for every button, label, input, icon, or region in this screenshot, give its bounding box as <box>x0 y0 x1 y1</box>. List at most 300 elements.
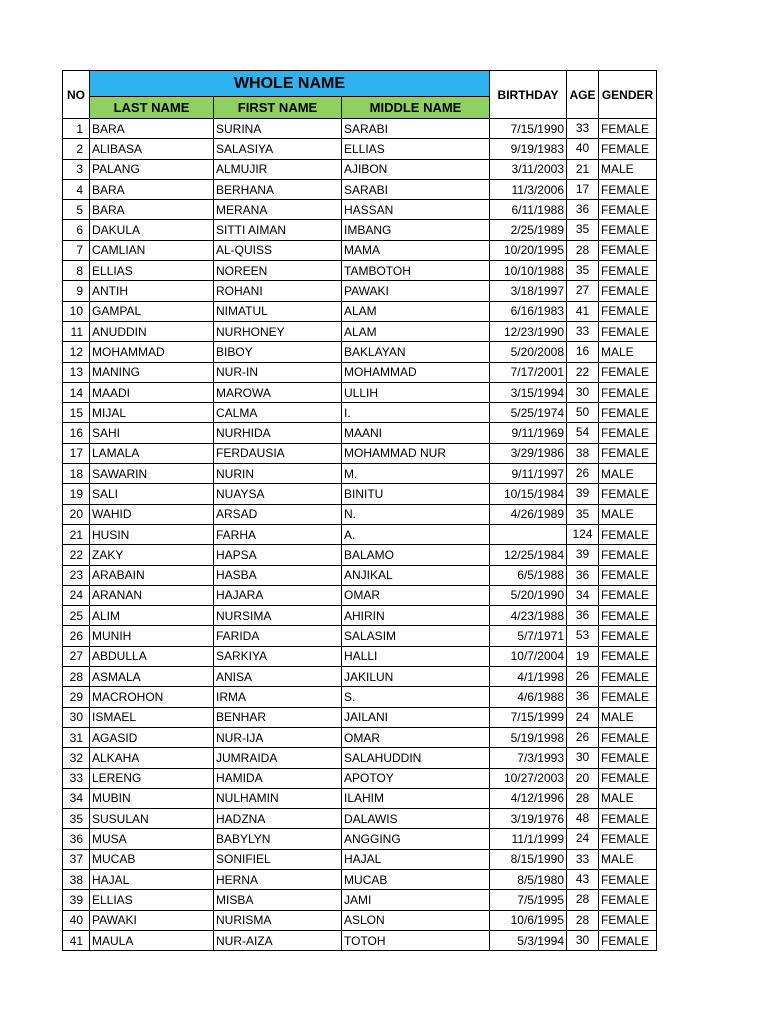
cell-first-name: NURISMA <box>214 910 342 930</box>
cell-middle-name: S. <box>342 687 490 707</box>
cell-middle-name: ELLIAS <box>342 139 490 159</box>
cell-no: 39 <box>63 890 90 910</box>
cell-birthday: 10/20/1995 <box>490 240 567 260</box>
cell-first-name: SITTI AIMAN <box>214 220 342 240</box>
cell-age: 54 <box>567 423 599 443</box>
cell-last-name: WAHID <box>90 504 214 524</box>
cell-middle-name: SALASIM <box>342 626 490 646</box>
cell-gender: FEMALE <box>599 910 657 930</box>
cell-birthday: 3/15/1994 <box>490 382 567 402</box>
cell-no: 23 <box>63 565 90 585</box>
cell-first-name: NURHIDA <box>214 423 342 443</box>
cell-no: 41 <box>63 930 90 950</box>
cell-birthday: 10/15/1984 <box>490 484 567 504</box>
cell-birthday: 7/17/2001 <box>490 362 567 382</box>
cell-age: 24 <box>567 707 599 727</box>
cell-age: 30 <box>567 382 599 402</box>
cell-no: 21 <box>63 524 90 544</box>
cell-gender: FEMALE <box>599 687 657 707</box>
cell-gender: FEMALE <box>599 139 657 159</box>
cell-middle-name: MOHAMMAD <box>342 362 490 382</box>
cell-no: 32 <box>63 748 90 768</box>
cell-gender: FEMALE <box>599 768 657 788</box>
cell-age: 35 <box>567 261 599 281</box>
cell-gender: FEMALE <box>599 240 657 260</box>
cell-no: 16 <box>63 423 90 443</box>
cell-last-name: AGASID <box>90 727 214 747</box>
cell-middle-name: MUCAB <box>342 869 490 889</box>
cell-no: 18 <box>63 464 90 484</box>
table-row <box>63 179 657 199</box>
cell-last-name: ASMALA <box>90 667 214 687</box>
cell-birthday: 6/5/1988 <box>490 565 567 585</box>
header-birthday: BIRTHDAY <box>490 71 567 119</box>
cell-gender: FEMALE <box>599 443 657 463</box>
cell-age: 19 <box>567 646 599 666</box>
cell-age: 35 <box>567 504 599 524</box>
cell-age: 36 <box>567 606 599 626</box>
cell-birthday: 5/25/1974 <box>490 403 567 423</box>
table-row <box>63 139 657 159</box>
cell-gender: FEMALE <box>599 382 657 402</box>
cell-last-name: DAKULA <box>90 220 214 240</box>
cell-first-name: HAMIDA <box>214 768 342 788</box>
cell-gender: FEMALE <box>599 403 657 423</box>
cell-last-name: ELLIAS <box>90 890 214 910</box>
cell-first-name: MERANA <box>214 200 342 220</box>
cell-gender: FEMALE <box>599 606 657 626</box>
cell-last-name: SUSULAN <box>90 809 214 829</box>
table-row <box>63 687 657 707</box>
cell-first-name: MAROWA <box>214 382 342 402</box>
cell-gender: FEMALE <box>599 119 657 139</box>
cell-birthday: 5/20/1990 <box>490 585 567 605</box>
cell-first-name: BABYLYN <box>214 829 342 849</box>
cell-middle-name: MOHAMMAD NUR <box>342 443 490 463</box>
cell-middle-name: SARABI <box>342 119 490 139</box>
cell-no: 40 <box>63 910 90 930</box>
cell-last-name: SAHI <box>90 423 214 443</box>
cell-gender: FEMALE <box>599 646 657 666</box>
cell-age: 48 <box>567 809 599 829</box>
cell-middle-name: TAMBOTOH <box>342 261 490 281</box>
cell-gender: FEMALE <box>599 545 657 565</box>
table-row <box>63 727 657 747</box>
cell-age: 30 <box>567 748 599 768</box>
cell-last-name: ZAKY <box>90 545 214 565</box>
cell-birthday: 9/11/1997 <box>490 464 567 484</box>
cell-first-name: SARKIYA <box>214 646 342 666</box>
table-body <box>63 119 657 951</box>
cell-first-name: NUAYSA <box>214 484 342 504</box>
cell-birthday: 9/11/1969 <box>490 423 567 443</box>
cell-last-name: SALI <box>90 484 214 504</box>
cell-age: 53 <box>567 626 599 646</box>
cell-no: 1 <box>63 119 90 139</box>
cell-first-name: BENHAR <box>214 707 342 727</box>
cell-no: 31 <box>63 727 90 747</box>
cell-age: 24 <box>567 829 599 849</box>
cell-last-name: ANUDDIN <box>90 321 214 341</box>
cell-first-name: MISBA <box>214 890 342 910</box>
cell-gender: FEMALE <box>599 362 657 382</box>
cell-last-name: ALKAHA <box>90 748 214 768</box>
table-row <box>63 200 657 220</box>
cell-no: 24 <box>63 585 90 605</box>
cell-first-name: SURINA <box>214 119 342 139</box>
table-row <box>63 382 657 402</box>
table-row <box>63 261 657 281</box>
cell-no: 14 <box>63 382 90 402</box>
cell-no: 7 <box>63 240 90 260</box>
cell-last-name: ANTIH <box>90 281 214 301</box>
table-row <box>63 606 657 626</box>
cell-last-name: BARA <box>90 200 214 220</box>
cell-birthday: 10/6/1995 <box>490 910 567 930</box>
cell-birthday: 4/1/1998 <box>490 667 567 687</box>
cell-last-name: MUSA <box>90 829 214 849</box>
cell-middle-name: AHIRIN <box>342 606 490 626</box>
header-age: AGE <box>567 71 599 119</box>
cell-gender: FEMALE <box>599 829 657 849</box>
cell-birthday: 10/7/2004 <box>490 646 567 666</box>
cell-no: 5 <box>63 200 90 220</box>
table-row <box>63 707 657 727</box>
cell-birthday: 10/27/2003 <box>490 768 567 788</box>
cell-gender: FEMALE <box>599 261 657 281</box>
records-table <box>62 70 657 951</box>
table-row <box>63 829 657 849</box>
cell-first-name: HADZNA <box>214 809 342 829</box>
cell-no: 9 <box>63 281 90 301</box>
cell-age: 26 <box>567 667 599 687</box>
table-row <box>63 240 657 260</box>
table-row <box>63 585 657 605</box>
cell-age: 28 <box>567 910 599 930</box>
cell-gender: MALE <box>599 464 657 484</box>
cell-age: 16 <box>567 342 599 362</box>
cell-first-name: AL-QUISS <box>214 240 342 260</box>
cell-last-name: ELLIAS <box>90 261 214 281</box>
cell-age: 34 <box>567 585 599 605</box>
cell-age: 28 <box>567 890 599 910</box>
cell-birthday: 9/19/1983 <box>490 139 567 159</box>
cell-no: 6 <box>63 220 90 240</box>
cell-first-name: NUR-IN <box>214 362 342 382</box>
cell-gender: FEMALE <box>599 200 657 220</box>
cell-no: 8 <box>63 261 90 281</box>
cell-last-name: BARA <box>90 179 214 199</box>
cell-birthday: 8/15/1990 <box>490 849 567 869</box>
table-row <box>63 159 657 179</box>
cell-middle-name: AJIBON <box>342 159 490 179</box>
cell-middle-name: SARABI <box>342 179 490 199</box>
cell-birthday: 5/20/2008 <box>490 342 567 362</box>
cell-age: 39 <box>567 484 599 504</box>
cell-middle-name: SALAHUDDIN <box>342 748 490 768</box>
cell-first-name: ALMUJIR <box>214 159 342 179</box>
cell-age: 33 <box>567 321 599 341</box>
table-row <box>63 220 657 240</box>
header-first-name: FIRST NAME <box>214 97 342 119</box>
cell-first-name: HAPSA <box>214 545 342 565</box>
cell-last-name: MUBIN <box>90 788 214 808</box>
cell-middle-name: BAKLAYAN <box>342 342 490 362</box>
cell-last-name: BARA <box>90 119 214 139</box>
cell-middle-name: M. <box>342 464 490 484</box>
cell-middle-name: JAMI <box>342 890 490 910</box>
cell-birthday <box>490 524 567 544</box>
cell-birthday: 2/25/1989 <box>490 220 567 240</box>
cell-gender: FEMALE <box>599 281 657 301</box>
cell-first-name: FARHA <box>214 524 342 544</box>
table-row <box>63 403 657 423</box>
cell-gender: FEMALE <box>599 524 657 544</box>
cell-first-name: NURIN <box>214 464 342 484</box>
table-row <box>63 362 657 382</box>
cell-age: 39 <box>567 545 599 565</box>
table-row <box>63 910 657 930</box>
cell-gender: FEMALE <box>599 585 657 605</box>
cell-gender: FEMALE <box>599 667 657 687</box>
table-row <box>63 342 657 362</box>
cell-gender: FEMALE <box>599 869 657 889</box>
cell-age: 28 <box>567 788 599 808</box>
cell-gender: FEMALE <box>599 890 657 910</box>
table-row <box>63 930 657 950</box>
cell-middle-name: HASSAN <box>342 200 490 220</box>
table-row <box>63 504 657 524</box>
header-gender: GENDER <box>599 71 657 119</box>
cell-first-name: ARSAD <box>214 504 342 524</box>
cell-first-name: FERDAUSIA <box>214 443 342 463</box>
table-row <box>63 565 657 585</box>
cell-middle-name: MAANI <box>342 423 490 443</box>
cell-first-name: BIBOY <box>214 342 342 362</box>
cell-age: 21 <box>567 159 599 179</box>
cell-birthday: 5/19/1998 <box>490 727 567 747</box>
cell-first-name: ROHANI <box>214 281 342 301</box>
cell-age: 36 <box>567 565 599 585</box>
cell-no: 19 <box>63 484 90 504</box>
cell-no: 38 <box>63 869 90 889</box>
cell-middle-name: ANJIKAL <box>342 565 490 585</box>
cell-last-name: ABDULLA <box>90 646 214 666</box>
cell-gender: FEMALE <box>599 626 657 646</box>
table-row <box>63 869 657 889</box>
cell-gender: MALE <box>599 159 657 179</box>
cell-birthday: 3/11/2003 <box>490 159 567 179</box>
table-row <box>63 464 657 484</box>
cell-birthday: 4/23/1988 <box>490 606 567 626</box>
cell-last-name: PAWAKI <box>90 910 214 930</box>
cell-age: 41 <box>567 301 599 321</box>
cell-no: 36 <box>63 829 90 849</box>
cell-first-name: NURSIMA <box>214 606 342 626</box>
cell-last-name: MAADI <box>90 382 214 402</box>
cell-first-name: NURHONEY <box>214 321 342 341</box>
cell-first-name: NIMATUL <box>214 301 342 321</box>
cell-birthday: 4/12/1996 <box>490 788 567 808</box>
cell-middle-name: HALLI <box>342 646 490 666</box>
table-row <box>63 321 657 341</box>
cell-middle-name: I. <box>342 403 490 423</box>
cell-age: 43 <box>567 869 599 889</box>
cell-first-name: NULHAMIN <box>214 788 342 808</box>
cell-age: 20 <box>567 768 599 788</box>
header-middle-name: MIDDLE NAME <box>342 97 490 119</box>
cell-gender: FEMALE <box>599 321 657 341</box>
table-row <box>63 281 657 301</box>
cell-age: 36 <box>567 200 599 220</box>
cell-gender: MALE <box>599 849 657 869</box>
cell-gender: MALE <box>599 707 657 727</box>
cell-last-name: MOHAMMAD <box>90 342 214 362</box>
table-row <box>63 545 657 565</box>
cell-gender: MALE <box>599 504 657 524</box>
cell-middle-name: DALAWIS <box>342 809 490 829</box>
cell-first-name: FARIDA <box>214 626 342 646</box>
cell-last-name: ISMAEL <box>90 707 214 727</box>
cell-middle-name: PAWAKI <box>342 281 490 301</box>
cell-no: 10 <box>63 301 90 321</box>
cell-first-name: NUR-AIZA <box>214 930 342 950</box>
cell-middle-name: ANGGING <box>342 829 490 849</box>
cell-last-name: HUSIN <box>90 524 214 544</box>
cell-gender: FEMALE <box>599 484 657 504</box>
cell-first-name: HASBA <box>214 565 342 585</box>
cell-last-name: MANING <box>90 362 214 382</box>
cell-birthday: 12/25/1984 <box>490 545 567 565</box>
cell-no: 27 <box>63 646 90 666</box>
cell-first-name: HERNA <box>214 869 342 889</box>
cell-gender: FEMALE <box>599 727 657 747</box>
cell-birthday: 12/23/1990 <box>490 321 567 341</box>
table-row <box>63 849 657 869</box>
cell-birthday: 11/1/1999 <box>490 829 567 849</box>
cell-last-name: HAJAL <box>90 869 214 889</box>
cell-age: 17 <box>567 179 599 199</box>
cell-age: 40 <box>567 139 599 159</box>
cell-middle-name: JAKILUN <box>342 667 490 687</box>
cell-first-name: CALMA <box>214 403 342 423</box>
cell-birthday: 3/19/1976 <box>490 809 567 829</box>
cell-age: 22 <box>567 362 599 382</box>
table-row <box>63 768 657 788</box>
cell-middle-name: ALAM <box>342 301 490 321</box>
cell-age: 33 <box>567 119 599 139</box>
table-row <box>63 423 657 443</box>
cell-age: 28 <box>567 240 599 260</box>
cell-middle-name: ULLIH <box>342 382 490 402</box>
cell-no: 30 <box>63 707 90 727</box>
cell-no: 34 <box>63 788 90 808</box>
cell-no: 28 <box>63 667 90 687</box>
cell-last-name: MUCAB <box>90 849 214 869</box>
cell-first-name: BERHANA <box>214 179 342 199</box>
cell-birthday: 4/26/1989 <box>490 504 567 524</box>
cell-birthday: 7/15/1990 <box>490 119 567 139</box>
table-row <box>63 524 657 544</box>
cell-middle-name: ILAHIM <box>342 788 490 808</box>
cell-gender: FEMALE <box>599 179 657 199</box>
cell-gender: FEMALE <box>599 220 657 240</box>
table-row <box>63 626 657 646</box>
cell-gender: MALE <box>599 788 657 808</box>
cell-age: 124 <box>567 524 599 544</box>
cell-birthday: 5/3/1994 <box>490 930 567 950</box>
cell-last-name: MACROHON <box>90 687 214 707</box>
cell-middle-name: OMAR <box>342 727 490 747</box>
cell-no: 25 <box>63 606 90 626</box>
cell-no: 26 <box>63 626 90 646</box>
cell-middle-name: A. <box>342 524 490 544</box>
cell-last-name: PALANG <box>90 159 214 179</box>
cell-middle-name: HAJAL <box>342 849 490 869</box>
cell-gender: FEMALE <box>599 423 657 443</box>
cell-gender: FEMALE <box>599 301 657 321</box>
cell-age: 35 <box>567 220 599 240</box>
cell-birthday: 6/11/1988 <box>490 200 567 220</box>
header-last-name: LAST NAME <box>90 97 214 119</box>
cell-no: 3 <box>63 159 90 179</box>
cell-middle-name: IMBANG <box>342 220 490 240</box>
cell-birthday: 5/7/1971 <box>490 626 567 646</box>
cell-last-name: MAULA <box>90 930 214 950</box>
cell-no: 13 <box>63 362 90 382</box>
cell-first-name: ANISA <box>214 667 342 687</box>
cell-middle-name: N. <box>342 504 490 524</box>
cell-no: 15 <box>63 403 90 423</box>
cell-no: 17 <box>63 443 90 463</box>
cell-birthday: 7/3/1993 <box>490 748 567 768</box>
header-whole-name: WHOLE NAME <box>90 71 490 97</box>
cell-middle-name: ALAM <box>342 321 490 341</box>
table-row <box>63 890 657 910</box>
cell-age: 26 <box>567 727 599 747</box>
table-row <box>63 119 657 139</box>
cell-first-name: SALASIYA <box>214 139 342 159</box>
cell-first-name: IRMA <box>214 687 342 707</box>
cell-last-name: SAWARIN <box>90 464 214 484</box>
cell-last-name: GAMPAL <box>90 301 214 321</box>
cell-no: 29 <box>63 687 90 707</box>
cell-last-name: CAMLIAN <box>90 240 214 260</box>
table-row <box>63 788 657 808</box>
cell-middle-name: BINITU <box>342 484 490 504</box>
cell-middle-name: OMAR <box>342 585 490 605</box>
cell-first-name: NUR-IJA <box>214 727 342 747</box>
cell-birthday: 7/5/1995 <box>490 890 567 910</box>
table-row <box>63 484 657 504</box>
cell-age: 30 <box>567 930 599 950</box>
cell-first-name: NOREEN <box>214 261 342 281</box>
table-header <box>63 71 657 119</box>
cell-gender: FEMALE <box>599 565 657 585</box>
cell-gender: MALE <box>599 342 657 362</box>
cell-no: 37 <box>63 849 90 869</box>
cell-first-name: JUMRAIDA <box>214 748 342 768</box>
cell-middle-name: APOTOY <box>342 768 490 788</box>
cell-age: 50 <box>567 403 599 423</box>
cell-middle-name: ASLON <box>342 910 490 930</box>
cell-middle-name: MAMA <box>342 240 490 260</box>
cell-age: 26 <box>567 464 599 484</box>
cell-last-name: ALIM <box>90 606 214 626</box>
cell-middle-name: BALAMO <box>342 545 490 565</box>
cell-no: 35 <box>63 809 90 829</box>
cell-birthday: 4/6/1988 <box>490 687 567 707</box>
